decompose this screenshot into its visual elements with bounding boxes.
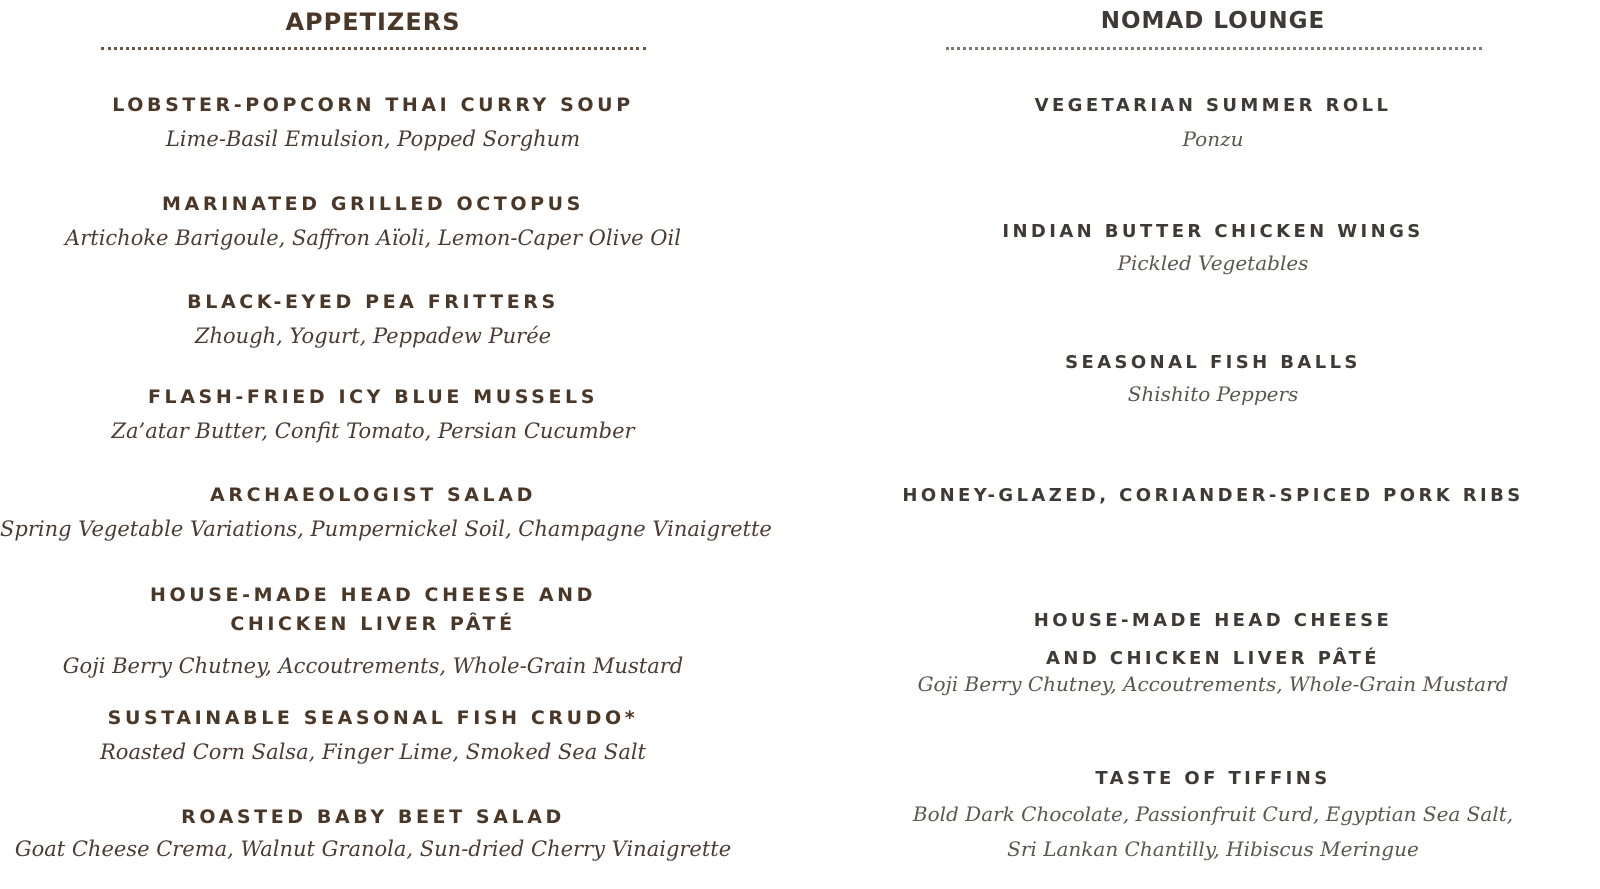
item-description: Spring Vegetable Variations, Pumpernickel Soil, Champagne Vinaigrette: [0, 517, 772, 541]
menu-item: [858, 764, 1568, 862]
item-description: Artichoke Barigoule, Saffron Aïoli, Lemon-Caper Olive Oil: [65, 226, 681, 250]
menu-item: [0, 288, 746, 349]
nomad-lounge-section: [858, 0, 1568, 889]
menu-item: [0, 481, 772, 542]
item-description: Pickled Vegetables: [1117, 251, 1309, 275]
item-name: MARINATED GRILLED OCTOPUS: [162, 193, 584, 215]
item-description: Goji Berry Chutney, Accoutrements, Whole-Grain Mustard: [917, 672, 1509, 696]
item-name: HOUSE-MADE HEAD CHEESE AND: [149, 584, 597, 606]
item-name: INDIAN BUTTER CHICKEN WINGS: [1002, 221, 1424, 242]
item-description: Za’atar Butter, Confit Tomato, Persian Cucumber: [111, 419, 635, 443]
menu-item: [858, 481, 1568, 510]
item-description: Goat Cheese Crema, Walnut Granola, Sun-dried Cherry Vinaigrette: [14, 837, 732, 861]
appetizers-divider: [101, 47, 646, 50]
item-description: Lime-Basil Emulsion, Popped Sorghum: [165, 127, 581, 151]
item-name: LOBSTER-POPCORN THAI CURRY SOUP: [112, 94, 634, 116]
item-name: SEASONAL FISH BALLS: [1065, 352, 1361, 373]
item-description-continued: Sri Lankan Chantilly, Hibiscus Meringue: [1007, 837, 1419, 861]
item-name: HOUSE-MADE HEAD CHEESE: [1033, 610, 1393, 631]
item-name: SUSTAINABLE SEASONAL FISH CRUDO*: [107, 707, 639, 729]
menu-item: [0, 704, 746, 765]
menu-item: [0, 581, 746, 679]
menu-item: [858, 217, 1568, 276]
item-name-continued: CHICKEN LIVER PÂTÉ: [230, 613, 516, 635]
item-description: Shishito Peppers: [1127, 382, 1299, 406]
item-name: FLASH-FRIED ICY BLUE MUSSELS: [147, 386, 599, 408]
menu-item: [0, 383, 746, 444]
item-description: Zhough, Yogurt, Peppadew Purée: [194, 324, 552, 348]
item-name: ROASTED BABY BEET SALAD: [181, 806, 565, 828]
nomad-lounge-title: NOMAD LOUNGE: [1100, 8, 1326, 34]
menu-item: [0, 190, 746, 251]
menu-item: [858, 348, 1568, 407]
appetizers-section: [0, 0, 772, 889]
item-description: Ponzu: [1182, 127, 1244, 151]
item-description: Roasted Corn Salsa, Finger Lime, Smoked Sea Salt: [100, 740, 646, 764]
menu-item: [858, 91, 1568, 152]
menu-item: [0, 803, 746, 862]
item-name: VEGETARIAN SUMMER ROLL: [1034, 95, 1392, 116]
item-name: TASTE OF TIFFINS: [1095, 768, 1331, 789]
item-name: ARCHAEOLOGIST SALAD: [210, 484, 536, 506]
menu-item: [0, 91, 746, 152]
item-name: BLACK-EYED PEA FRITTERS: [187, 291, 559, 313]
item-name: HONEY-GLAZED, CORIANDER-SPICED PORK RIBS: [902, 485, 1524, 506]
item-description: Goji Berry Chutney, Accoutrements, Whole-Grain Mustard: [62, 654, 684, 678]
item-name-continued: AND CHICKEN LIVER PÂTÉ: [1046, 648, 1380, 669]
item-description: Bold Dark Chocolate, Passionfruit Curd, Egyptian Sea Salt,: [912, 802, 1514, 826]
menu-item: [858, 606, 1568, 697]
nomad-lounge-divider: [946, 47, 1482, 50]
appetizers-title: APPETIZERS: [285, 8, 461, 36]
